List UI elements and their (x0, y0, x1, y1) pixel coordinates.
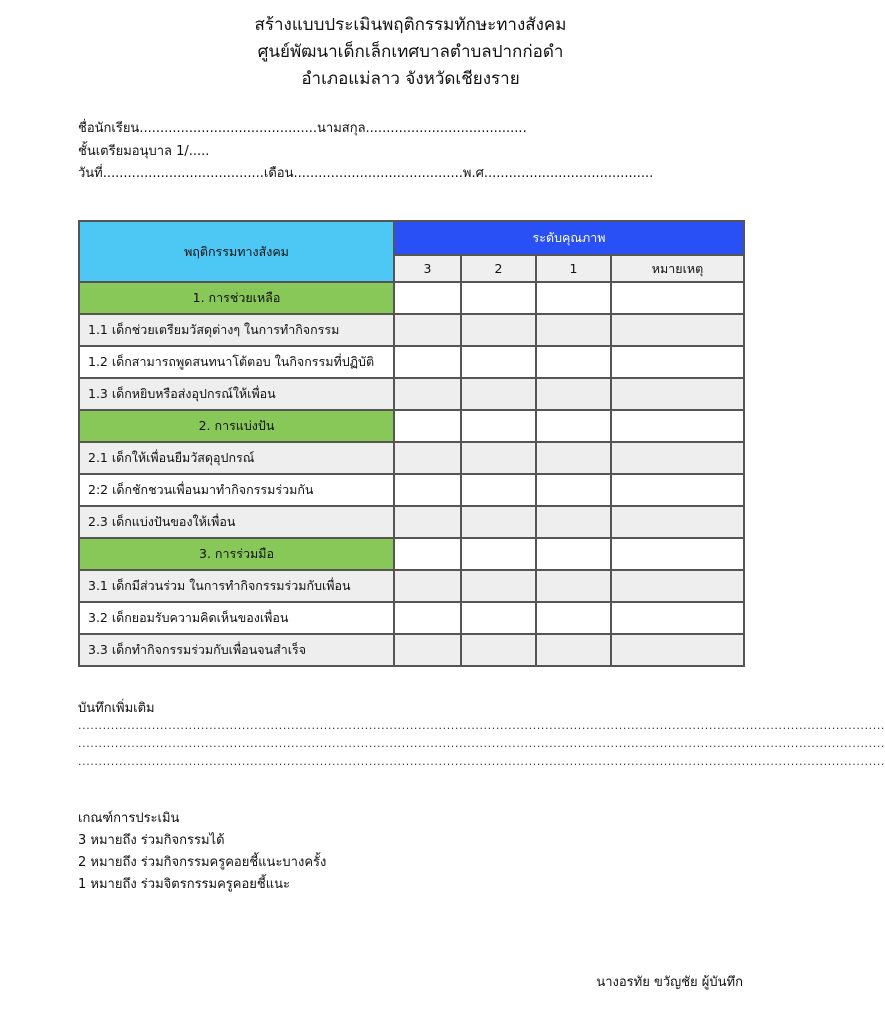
rating-cell[interactable] (536, 634, 611, 666)
rating-cell[interactable] (461, 410, 536, 442)
remarks-cell[interactable] (611, 506, 744, 538)
rating-cell[interactable] (394, 602, 461, 634)
rating-cell[interactable] (394, 634, 461, 666)
section-row (79, 410, 744, 442)
rating-cell[interactable] (394, 346, 461, 378)
rating-cell[interactable] (394, 570, 461, 602)
criteria-item: 1 หมายถึง ร่วมจิตรกรรมครูคอยชี้แนะ (78, 877, 290, 892)
criteria-item: 2 หมายถึง ร่วมกิจกรรมครูคอยชี้แนะบางครั้ง (78, 855, 327, 870)
rating-cell[interactable] (461, 570, 536, 602)
rating-cell[interactable] (461, 634, 536, 666)
rating-cell[interactable] (536, 538, 611, 570)
behavior-column-header: พฤติกรรมทางสังคม (79, 221, 394, 282)
behavior-item: 1.3 เด็กหยิบหรือส่งอุปกรณ์ให้เพื่อน (79, 378, 394, 410)
rating-cell[interactable] (536, 506, 611, 538)
behavior-item: 3.3 เด็กทำกิจกรรมร่วมกับเพื่อนจนสำเร็จ (79, 634, 394, 666)
rating-cell[interactable] (394, 282, 461, 314)
table-row (79, 314, 744, 346)
rating-cell[interactable] (461, 538, 536, 570)
rating-cell[interactable] (536, 602, 611, 634)
rating-cell[interactable] (394, 474, 461, 506)
table-row (79, 442, 744, 474)
section-title: 1. การช่วยเหลือ (79, 282, 394, 314)
notes-line[interactable]: ..................................................................................................................................................................................................... (78, 755, 885, 768)
rating-cell[interactable] (461, 346, 536, 378)
rating-cell[interactable] (536, 570, 611, 602)
assessment-table (78, 220, 745, 667)
remarks-cell[interactable] (611, 378, 744, 410)
district-name: อำเภอแม่ลาว จังหวัดเชียงราย (301, 69, 520, 89)
table-row (79, 634, 744, 666)
behavior-item: 1.1 เด็กช่วยเตรียมวัสดุต่างๆ ในการทำกิจกรรม (79, 314, 394, 346)
rating-cell[interactable] (536, 442, 611, 474)
behavior-item: 2.3 เด็กแบ่งปันของให้เพื่อน (79, 506, 394, 538)
notes-line[interactable]: ..................................................................................................................................................................................................... (78, 719, 885, 732)
rating-cell[interactable] (394, 410, 461, 442)
class-field[interactable]: ชั้นเตรียมอนุบาล 1/..... (78, 144, 210, 159)
remarks-header: หมายเหตุ (611, 255, 744, 282)
level-2-header: 2 (461, 255, 536, 282)
rating-cell[interactable] (394, 378, 461, 410)
behavior-item: 3.2 เด็กยอมรับความคิดเห็นของเพื่อน (79, 602, 394, 634)
level-1-header: 1 (536, 255, 611, 282)
rating-cell[interactable] (461, 314, 536, 346)
remarks-cell[interactable] (611, 474, 744, 506)
behavior-item: 1.2 เด็กสามารถพูดสนทนาโต้ตอบ ในกิจกรรมที่ปฏิบัติ (79, 346, 394, 378)
student-name-field[interactable]: ชื่อนักเรียน...........................................นามสกุล....................................... (78, 121, 527, 136)
remarks-cell[interactable] (611, 314, 744, 346)
table-row (79, 346, 744, 378)
rating-cell[interactable] (611, 410, 744, 442)
criteria-item: 3 หมายถึง ร่วมกิจกรรมได้ (78, 833, 225, 848)
table-row (79, 474, 744, 506)
notes-label: บันทึกเพิ่มเติม (78, 701, 155, 716)
rating-cell[interactable] (461, 506, 536, 538)
rating-cell[interactable] (461, 282, 536, 314)
quality-level-header: ระดับคุณภาพ (394, 221, 744, 255)
table-row (79, 570, 744, 602)
notes-line[interactable]: ..................................................................................................................................................................................................... (78, 737, 885, 750)
remarks-cell[interactable] (611, 634, 744, 666)
remarks-cell[interactable] (611, 570, 744, 602)
rating-cell[interactable] (611, 538, 744, 570)
rating-cell[interactable] (536, 314, 611, 346)
form-title: สร้างแบบประเมินพฤติกรรมทักษะทางสังคม (254, 15, 567, 35)
table-row (79, 378, 744, 410)
level-3-header: 3 (394, 255, 461, 282)
behavior-item: 3.1 เด็กมีส่วนร่วม ในการทำกิจกรรมร่วมกับเพื่อน (79, 570, 394, 602)
table-row (79, 602, 744, 634)
center-name: ศูนย์พัฒนาเด็กเล็กเทศบาลตำบลปากก่อดำ (257, 42, 564, 62)
rating-cell[interactable] (611, 282, 744, 314)
date-field[interactable]: วันที่.......................................เดือน.........................................พ.ศ......................................... (78, 166, 654, 181)
table-row (79, 506, 744, 538)
rating-cell[interactable] (394, 506, 461, 538)
remarks-cell[interactable] (611, 346, 744, 378)
rating-cell[interactable] (536, 346, 611, 378)
behavior-item: 2:2 เด็กชักชวนเพื่อนมาทำกิจกรรมร่วมกัน (79, 474, 394, 506)
rating-cell[interactable] (536, 282, 611, 314)
section-title: 3. การร่วมมือ (79, 538, 394, 570)
rating-cell[interactable] (394, 538, 461, 570)
rating-cell[interactable] (536, 410, 611, 442)
rating-cell[interactable] (461, 378, 536, 410)
rating-cell[interactable] (461, 442, 536, 474)
recorder-signature: นางอรทัย ขวัญชัย ผู้บันทึก (596, 975, 743, 990)
criteria-title: เกณฑ์การประเมิน (78, 811, 180, 826)
rating-cell[interactable] (536, 378, 611, 410)
remarks-cell[interactable] (611, 442, 744, 474)
rating-cell[interactable] (394, 314, 461, 346)
section-row (79, 282, 744, 314)
remarks-cell[interactable] (611, 602, 744, 634)
behavior-item: 2.1 เด็กให้เพื่อนยืมวัสดุอุปกรณ์ (79, 442, 394, 474)
rating-cell[interactable] (461, 474, 536, 506)
section-row (79, 538, 744, 570)
rating-cell[interactable] (536, 474, 611, 506)
section-title: 2. การแบ่งปัน (79, 410, 394, 442)
rating-cell[interactable] (461, 602, 536, 634)
rating-cell[interactable] (394, 442, 461, 474)
